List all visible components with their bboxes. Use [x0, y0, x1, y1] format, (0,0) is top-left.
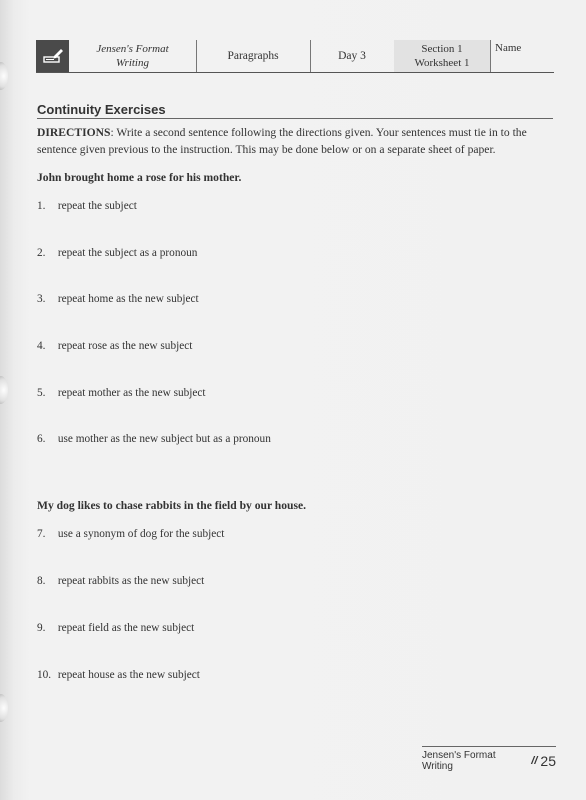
list-item: [37, 433, 271, 445]
list-item: [37, 293, 199, 305]
binder-hole: [0, 376, 8, 404]
section-line1: Section 1: [421, 43, 463, 55]
page-number: 25: [540, 753, 556, 769]
item-text: use a synonym of dog for the subject: [57, 528, 225, 540]
group-prompt: John brought home a rose for his mother.: [37, 171, 242, 184]
item-text: repeat field as the new subject: [57, 622, 195, 634]
list-item: [37, 387, 206, 399]
item-text: repeat home as the new subject: [57, 293, 199, 305]
section-title: Continuity Exercises: [37, 102, 553, 119]
item-text: repeat house as the new subject: [57, 669, 200, 681]
item-number: 9.: [37, 622, 46, 634]
list-item: [37, 200, 137, 212]
list-item: [37, 340, 192, 352]
list-item: [37, 528, 224, 540]
binder-hole: [0, 694, 8, 722]
section-label: [394, 40, 491, 72]
course-title: [69, 40, 197, 72]
item-number: 2.: [37, 247, 46, 259]
section-line2: Worksheet 1: [414, 57, 470, 69]
list-item: [37, 622, 194, 634]
directions-label: DIRECTIONS: [37, 126, 111, 139]
pencil-paper-icon: [36, 40, 69, 72]
item-text: repeat mother as the new subject: [57, 387, 206, 399]
item-number: 3.: [37, 293, 46, 305]
list-item: [37, 247, 197, 259]
day-label: Day 3: [310, 40, 395, 72]
item-text: repeat the subject: [57, 200, 137, 212]
item-number: 4.: [37, 340, 46, 352]
binder-hole: [0, 62, 8, 90]
item-number: 7.: [37, 528, 46, 540]
worksheet-header: [36, 40, 554, 73]
directions: [37, 124, 553, 158]
item-number: 1.: [37, 200, 46, 212]
item-number: 5.: [37, 387, 46, 399]
footer-slashes: //: [531, 755, 538, 767]
item-text: repeat rose as the new subject: [57, 340, 193, 352]
item-text: repeat the subject as a pronoun: [57, 247, 198, 259]
page-footer: [422, 746, 556, 772]
item-text: repeat rabbits as the new subject: [57, 575, 205, 587]
item-text: use mother as the new subject but as a pronoun: [57, 433, 271, 445]
item-number: 6.: [37, 433, 46, 445]
name-field: Name: [495, 42, 522, 54]
directions-text: : Write a second sentence following the directions given. Your sentences must tie in to the sentence given previous to the instruction. This may be done below or on a separate sheet of paper.: [37, 126, 527, 156]
list-item: [37, 669, 200, 681]
group-prompt: My dog likes to chase rabbits in the field by our house.: [37, 499, 307, 512]
topic-label: Paragraphs: [196, 40, 311, 72]
item-number: 10.: [37, 669, 52, 681]
course-title-line2: Writing: [115, 57, 149, 69]
item-number: 8.: [37, 575, 46, 587]
footer-book-title: Jensen's Format Writing: [422, 750, 496, 772]
course-title-line1: Jensen's Format: [96, 43, 169, 55]
list-item: [37, 575, 204, 587]
